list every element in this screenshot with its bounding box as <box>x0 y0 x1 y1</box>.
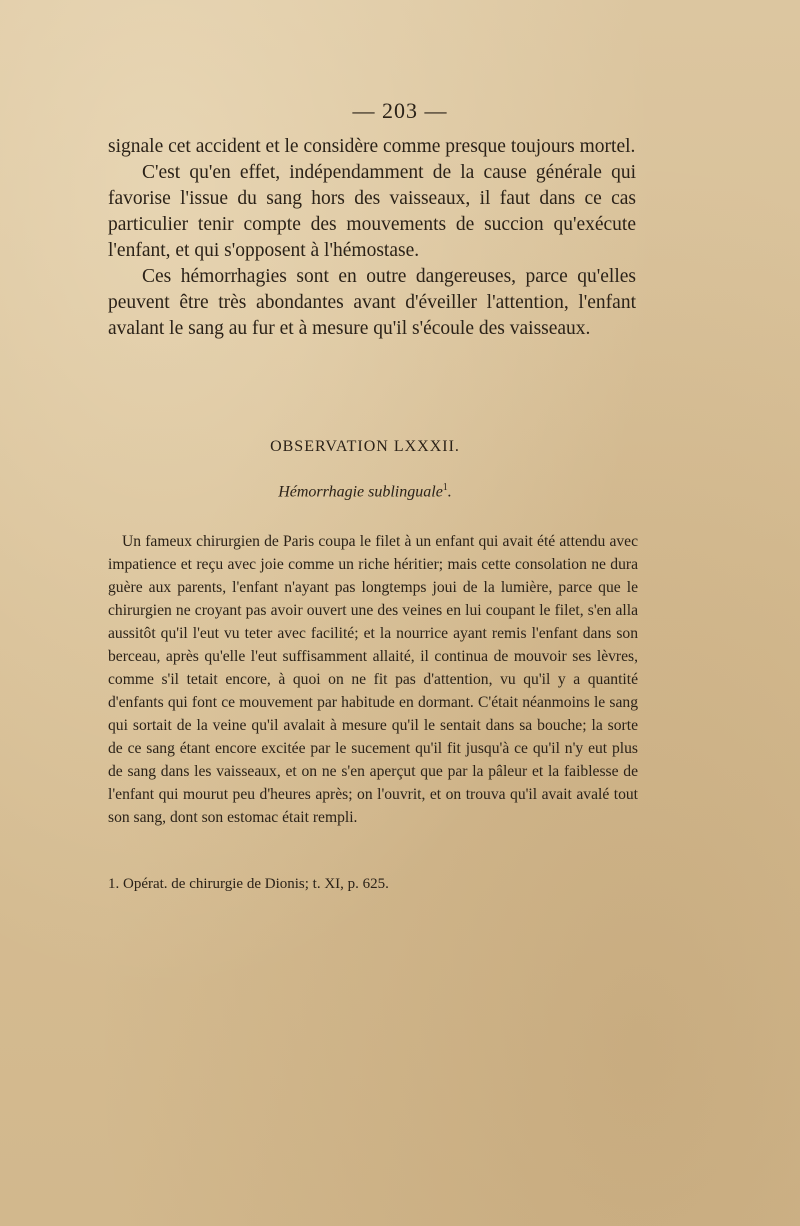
footnote: 1. Opérat. de chirurgie de Dionis; t. XI, p. 625. <box>108 876 389 892</box>
observation-subtitle-text: Hémorrhagie sublinguale <box>278 483 443 501</box>
paragraph: C'est qu'en effet, indépendamment de la cause générale qui favorise l'issue du sang hors des vaisseaux, il faut dans ce cas particulier tenir compte des mouvements de succion qu'exécute l'enfant, et qui s'opposent à l'hémostase. <box>108 162 636 261</box>
paragraph: Ces hémorrhagies sont en outre dangereuses, parce qu'elles peuvent être très abondantes avant d'éveiller l'attention, l'enfant avalant le sang au fur et à mesure qu'il s'écoule des vaisseaux. <box>108 266 636 339</box>
observation-subtitle <box>0 482 730 501</box>
paragraph-continuation: signale cet accident et le considère comme presque toujours mortel. <box>108 136 636 157</box>
body-text <box>108 134 636 342</box>
observation-title: OBSERVATION LXXXII. <box>270 438 460 455</box>
subtitle-period: . <box>447 483 452 501</box>
page-number: — 203 — <box>352 98 448 123</box>
footnote-marker: 1 <box>442 482 448 493</box>
observation-text: Un fameux chirurgien de Paris coupa le filet à un enfant qui avait été attendu avec impatience et reçu avec joie comme un riche héritier; mais cette consolation ne dura guère aux parents, l'enfant n'ayant pas longtemps joui de la lumière, parce que le chirurgien ne croyant pas avoir ouvert une des veines en lui coupant le filet, s'en alla aussitôt qu'il l'eut vu teter avec facilité; et la nourrice ayant remis l'enfant dans son berceau, après qu'elle l'eut suffisamment allaité, il continua de mouvoir ses lèvres, comme s'il tetait encore, à quoi on ne fit pas d'attention, vu qu'il y a quantité d'enfants qui font ce mouvement par habitude en dormant. C'était néanmoins le sang qui sortait de la veine qu'il avalait à mesure qu'il le sentait dans sa bouche; la sorte de ce sang étant encore excitée par le sucement qu'il fit jusqu'à ce qu'il n'y eut plus de sang dans les vaisseaux, et on ne s'en aperçut que par la pâleur et la faiblesse de l'enfant qui mourut peu d'heures après; on l'ouvrit, et on trouva qu'il avait avalé tout son sang, dont son estomac était rempli. <box>108 533 638 826</box>
